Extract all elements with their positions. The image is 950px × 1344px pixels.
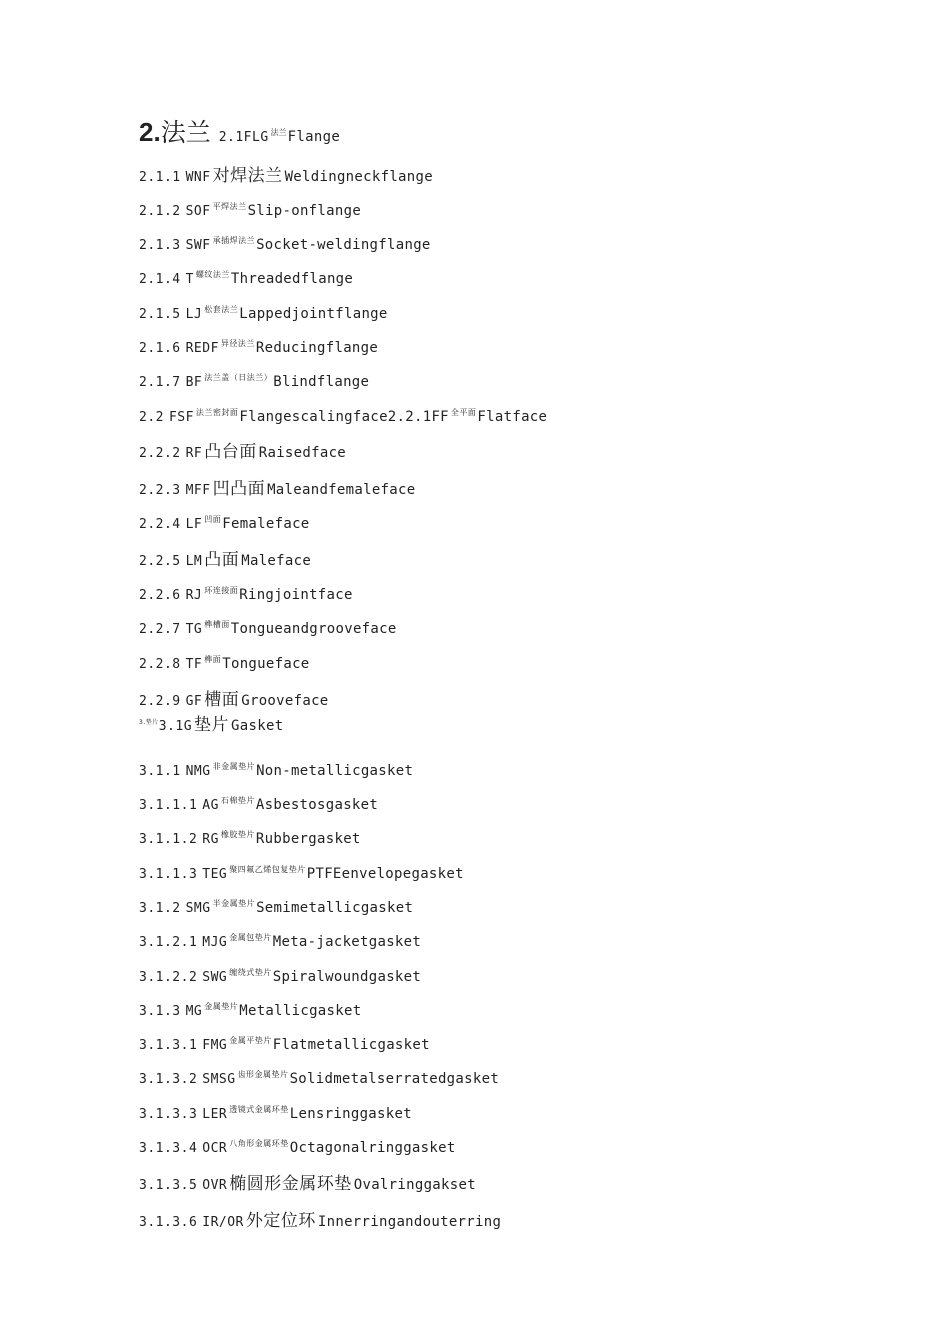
list-item: 3.1.1 NMG $^{非金属垫片}$Non-metallicgasket [139, 762, 414, 779]
list-item: 2.2 FSF $^{法兰密封面}$Flangescalingface2.2.1FF $^{全平面}$Flatface [139, 408, 548, 425]
list-item: 3.1.3 MG $^{金属垫片}$Metallicgasket [139, 1002, 362, 1019]
list-item: 3.1.1.3 TEG $^{聚四氟乙烯包复垫片}$PTFEenvelopegasket [139, 865, 464, 882]
list-item: 2.2.6 RJ $^{环连接面}$Ringjointface [139, 586, 353, 603]
subheading-number: 2.1FLG [218, 130, 269, 145]
list-item: 3.1.3.6 IR/OR 外定位环 Innerringandouterring [139, 1211, 502, 1231]
list-item: 2.1.4 T $^{螺纹法兰}$Threadedflange [139, 270, 354, 287]
section-heading-gasket: $^{3.垫片}$3.1G 垫片 Gasket [139, 715, 284, 735]
list-item: 2.2.4 LF $^{凹面}$Femaleface [139, 515, 310, 532]
subheading-en: Flange [287, 129, 341, 145]
list-item: 2.1.3 SWF $^{承插焊法兰}$Socket-weldingflange [139, 236, 431, 253]
list-item: 2.1.6 REDF $^{异径法兰}$Reducingflange [139, 339, 379, 356]
list-item: 2.2.3 MFF 凹凸面 Maleandfemaleface [139, 479, 416, 499]
list-item: 2.2.8 TF $^{榫面}$Tongueface [139, 655, 310, 672]
list-item: 2.1.1 WNF 对焊法兰 Weldingneckflange [139, 166, 433, 186]
list-item: 2.1.2 SOF $^{平焊法兰}$Slip-onflange [139, 202, 362, 219]
list-item: 3.1.3.4 OCR $^{八角形金属环垫}$Octagonalringgasket [139, 1139, 456, 1156]
list-item: 3.1.3.1 FMG $^{金属平垫片}$Flatmetallicgasket [139, 1036, 430, 1053]
list-item: 3.1.2.1 MJG $^{金属包垫片}$Meta-jacketgasket [139, 933, 422, 950]
heading-number: 2. [139, 117, 161, 147]
list-item: 2.2.5 LM 凸面 Maleface [139, 550, 312, 570]
list-item: 2.1.5 LJ $^{松套法兰}$Lappedjointflange [139, 305, 388, 322]
list-item: 3.1.1.2 RG $^{橡胶垫片}$Rubbergasket [139, 830, 361, 847]
list-item: 3.1.3.2 SMSG $^{齿形金属垫片}$Solidmetalserratedgasket [139, 1070, 500, 1087]
gasket-tiny-label: 3.垫片 [139, 719, 159, 726]
subheading-cn: 法兰 [270, 128, 287, 137]
list-item: 2.2.9 GF 槽面 Grooveface [139, 690, 329, 710]
list-item: 2.2.2 RF 凸台面 Raisedface [139, 442, 347, 462]
list-item: 3.1.3.5 OVR 椭圆形金属环垫 Ovalringgakset [139, 1174, 476, 1194]
heading-cn: 法兰 [160, 118, 211, 147]
list-item: 3.1.3.3 LER $^{透镜式金属环垫}$Lensringgasket [139, 1105, 412, 1122]
section-heading-flange [139, 113, 340, 149]
list-item: 3.1.2.2 SWG $^{缠绕式垫片}$Spiralwoundgasket [139, 968, 422, 985]
list-item: 2.1.7 BF $^{法兰盖(日法兰)}$Blindflange [139, 373, 370, 390]
list-item: 3.1.2 SMG $^{半金属垫片}$Semimetallicgasket [139, 899, 414, 916]
list-item: 2.2.7 TG $^{榫槽面}$Tongueandgrooveface [139, 620, 397, 637]
list-item: 3.1.1.1 AG $^{石棉垫片}$Asbestosgasket [139, 796, 379, 813]
